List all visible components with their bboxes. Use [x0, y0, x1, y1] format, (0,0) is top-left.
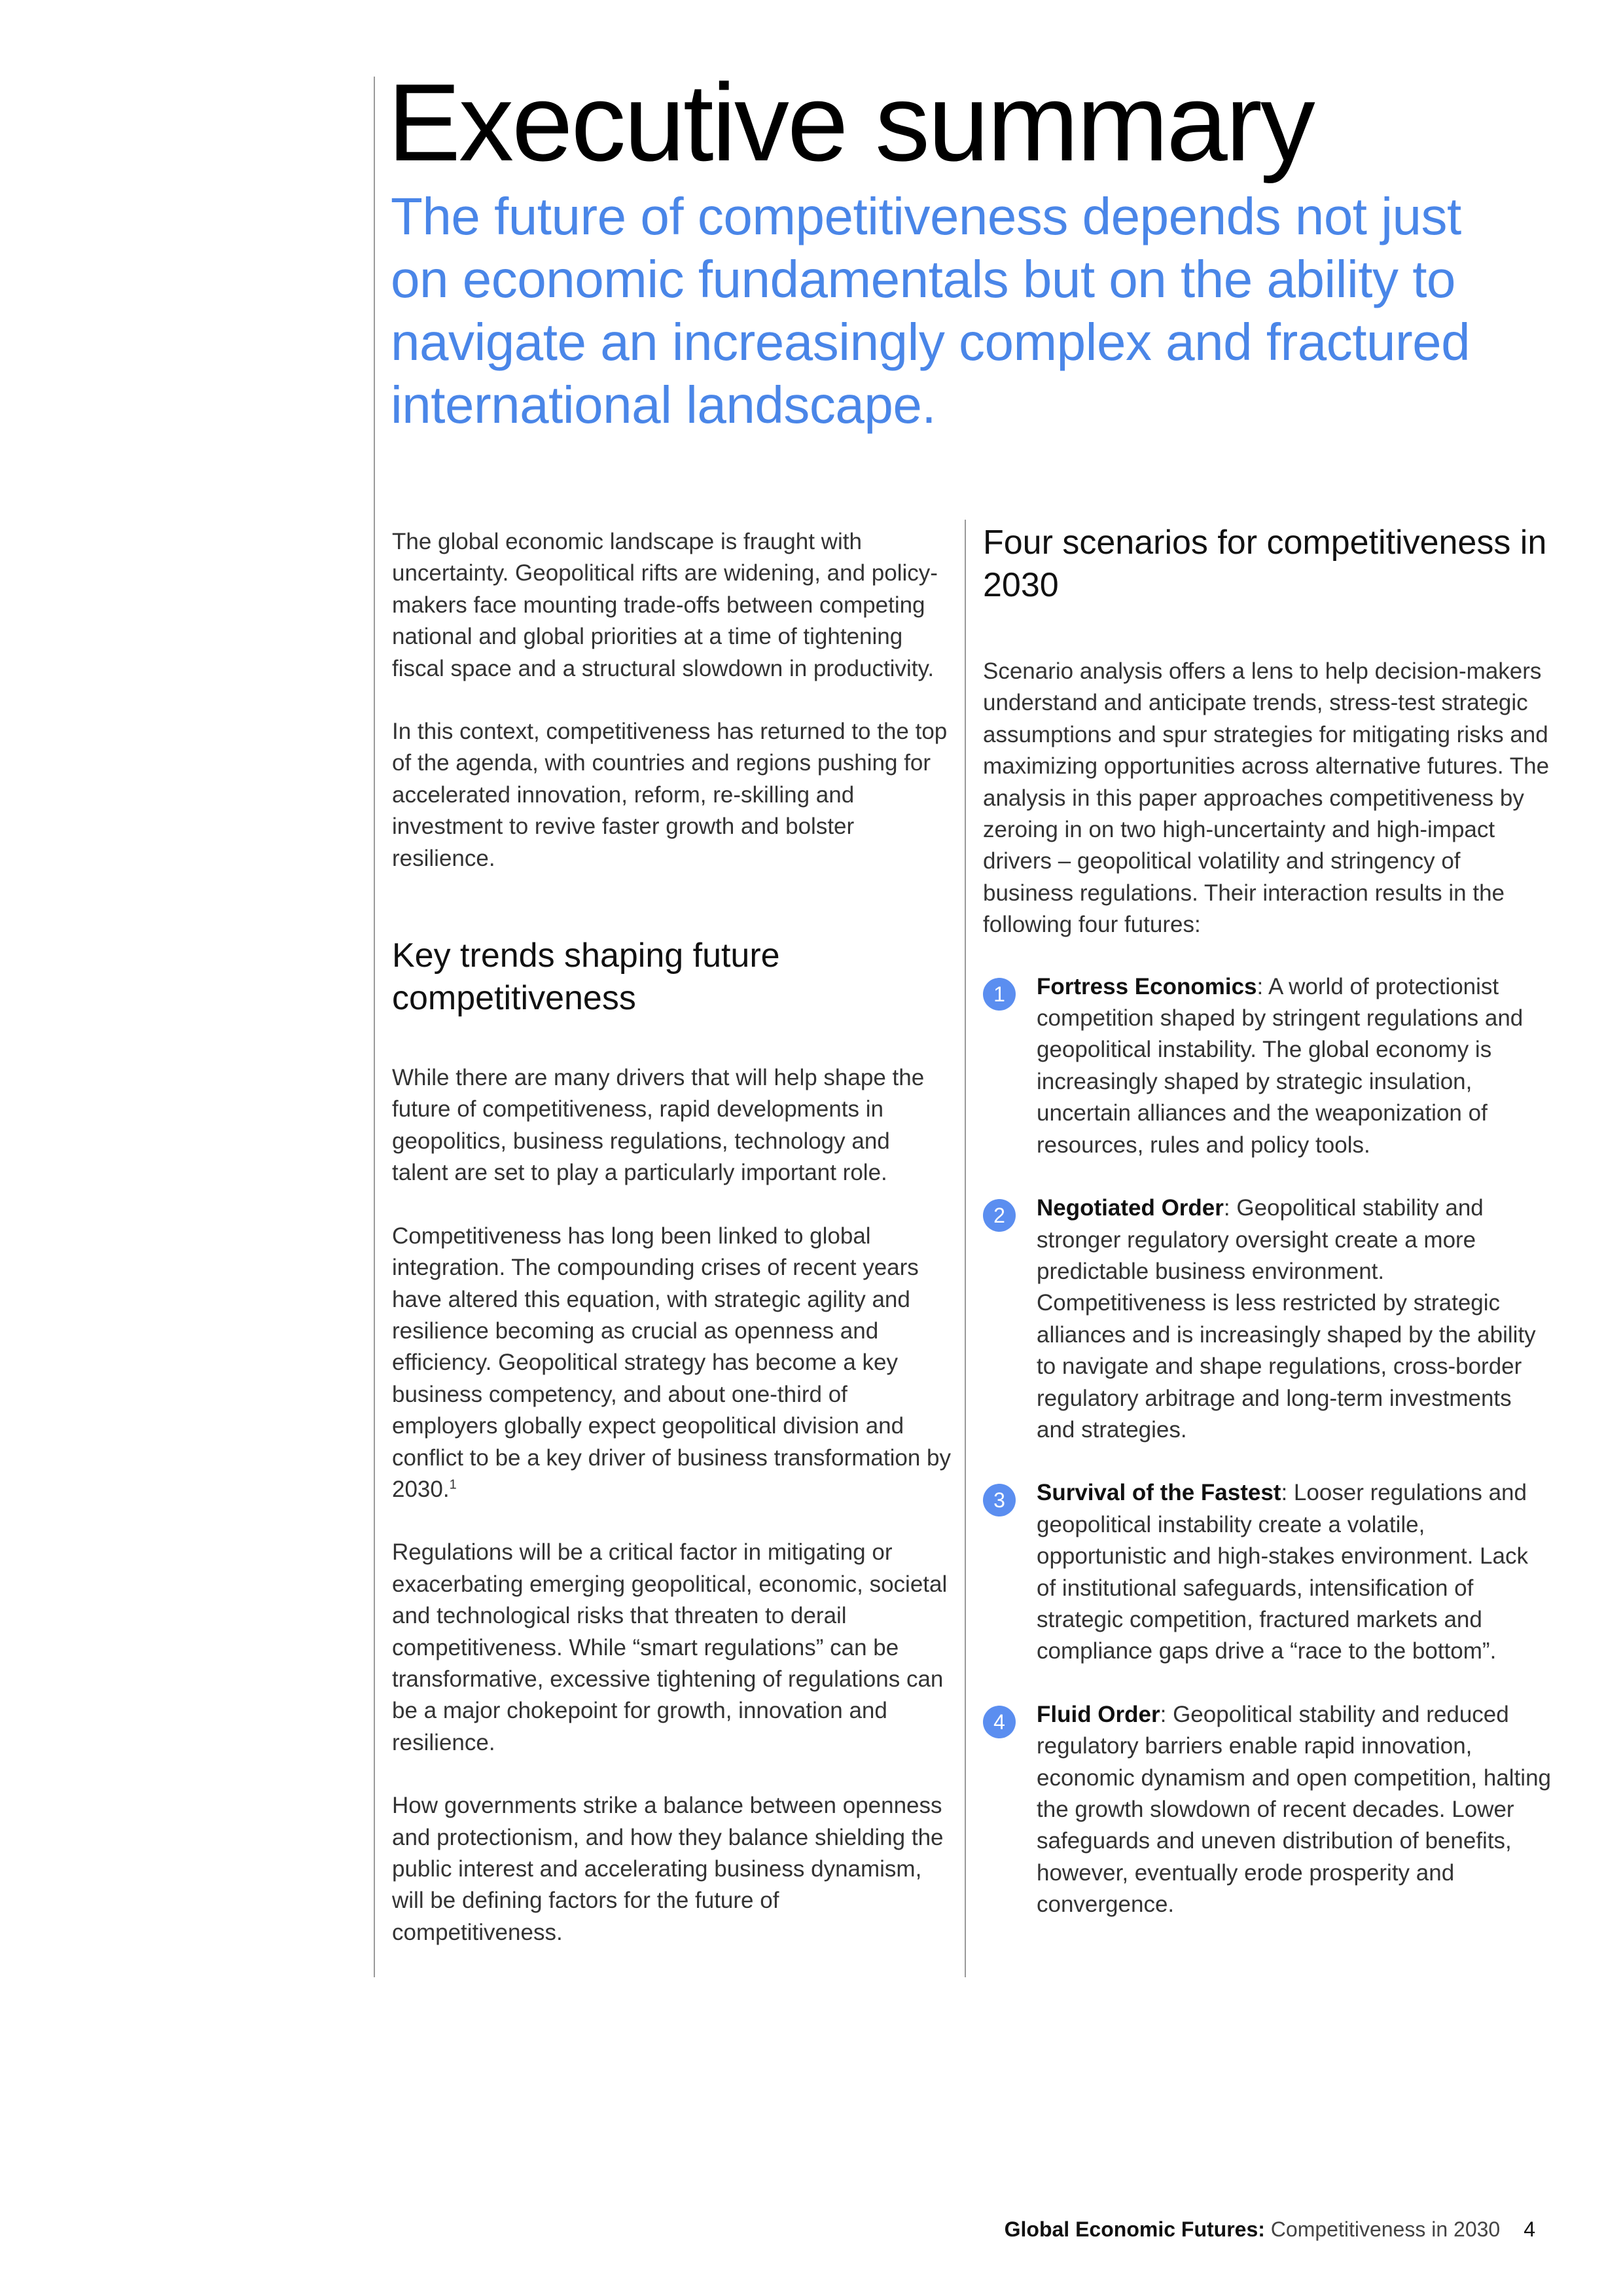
scenario-item-2 — [983, 1193, 1552, 1446]
intro-paragraph-1: The global economic landscape is fraught with uncertainty. Geopolitical rifts are widening, and policy-makers face mounting trade-offs between competing national and global priorities at a time of tightening fiscal space and a structural slowdown in productivity. — [392, 529, 938, 681]
scenario-description: : Geopolitical stability and reduced regulatory barriers enable rapid innovation, economic dynamism and open competition, halting the growth slowdown of recent decades. Lower safeguards and uneven distribution of benefits, however, eventually erode prosperity and convergence. — [1037, 1701, 1551, 1918]
page-number: 4 — [1524, 2217, 1535, 2241]
page-footer — [1005, 2216, 1535, 2242]
scenario-description: : A world of protectionist competition shaped by stringent regulations and geopolitical instability. The global economy is increasingly shaped by strategic insulation, uncertain alliances and the weaponization of resources, rules and policy tools. — [1037, 973, 1524, 1158]
key-trends-paragraph-3: Regulations will be a critical factor in mitigating or exacerbating emerging geopolitical, economic, societal and technological risks that threaten to derail competitiveness. While “smart regulations” can be transformative, excessive tightening of regulations can be a major chokepoint for growth, innovation and resilience. — [392, 1539, 948, 1755]
scenario-description: : Looser regulations and geopolitical instability create a volatile, opportunistic and high-stakes environment. Lack of institutional safeguards, intensification of strategic competition, fractured markets and compliance gaps drive a “race to the bottom”. — [1037, 1480, 1528, 1664]
key-trends-paragraph-1: While there are many drivers that will help shape the future of competitiveness, rapid developments in geopolitics, business regulations, technology and talent are set to play a particularly important role. — [392, 1065, 925, 1186]
right-column — [983, 522, 1552, 1921]
scenario-item-1 — [983, 971, 1552, 1161]
page-title: Executive summary — [387, 61, 1313, 184]
key-trends-heading: Key trends shaping future competitiveness — [392, 937, 780, 1018]
scenario-number-badge: 3 — [983, 1484, 1016, 1516]
intro-paragraph-2: In this context, competitiveness has returned to the top of the agenda, with countries and regions pushing for accelerated innovation, reform, re-skilling and investment to revive faster growth and bolster resilience. — [392, 719, 948, 871]
scenario-name: Survival of the Fastest — [1037, 1480, 1281, 1506]
key-trends-paragraph-2-text: Competitiveness has long been linked to global integration. The compounding crises of recent years have altered this equation, with strategic agility and resilience becoming as crucial as openness and efficiency. Geopolitical strategy has become a key business competency, and about one-third of employers globally expect geopolitical division and conflict to be a key driver of business transformation by 2030. — [392, 1223, 952, 1502]
scenario-item-3 — [983, 1477, 1552, 1667]
scenario-name: Fortress Economics — [1037, 973, 1257, 999]
left-column — [392, 526, 952, 1948]
page-subtitle: The future of competitiveness depends not just on economic fundamentals but on the ability to navigate an increasingly complex and fractured international landscape. — [391, 187, 1471, 434]
scenario-description: : Geopolitical stability and stronger regulatory oversight create a more predictable business environment. Competitiveness is less restricted by strategic alliances and is increasingly shaped by the ability to navigate and shape regulations, cross-border regulatory arbitrage and long-term investments and strategies. — [1037, 1195, 1536, 1443]
scenarios-intro-paragraph: Scenario analysis offers a lens to help decision-makers understand and anticipate trends, stress-test strategic assumptions and spur strategies for mitigating risks and maximizing opportunities across alternative futures. The analysis in this paper approaches competitiveness by zeroing in on two high-uncertainty and high-impact drivers – geopolitical volatility and stringency of business regulations. Their interaction results in the following four futures: — [983, 658, 1550, 938]
scenario-number-badge: 4 — [983, 1706, 1016, 1738]
left-vertical-rule — [374, 77, 375, 1977]
scenario-item-4 — [983, 1699, 1552, 1921]
key-trends-paragraph-4: How governments strike a balance between openness and protectionism, and how they balance shielding the public interest and accelerating business dynamism, will be defining factors for the future of competitiveness. — [392, 1793, 944, 1945]
footer-report-title: Global Economic Futures: — [1004, 2217, 1265, 2241]
key-trends-paragraph-2 — [392, 1221, 952, 1506]
footnote-marker[interactable]: 1 — [449, 1477, 457, 1492]
scenario-name: Fluid Order — [1037, 1701, 1160, 1727]
scenario-name: Negotiated Order — [1037, 1195, 1224, 1221]
column-divider-rule — [965, 520, 966, 1977]
four-scenarios-heading: Four scenarios for competitiveness in 2030 — [983, 524, 1547, 604]
scenario-number-badge: 1 — [983, 978, 1016, 1011]
footer-report-subtitle: Competitiveness in 2030 — [1264, 2217, 1501, 2241]
scenario-number-badge: 2 — [983, 1199, 1016, 1232]
